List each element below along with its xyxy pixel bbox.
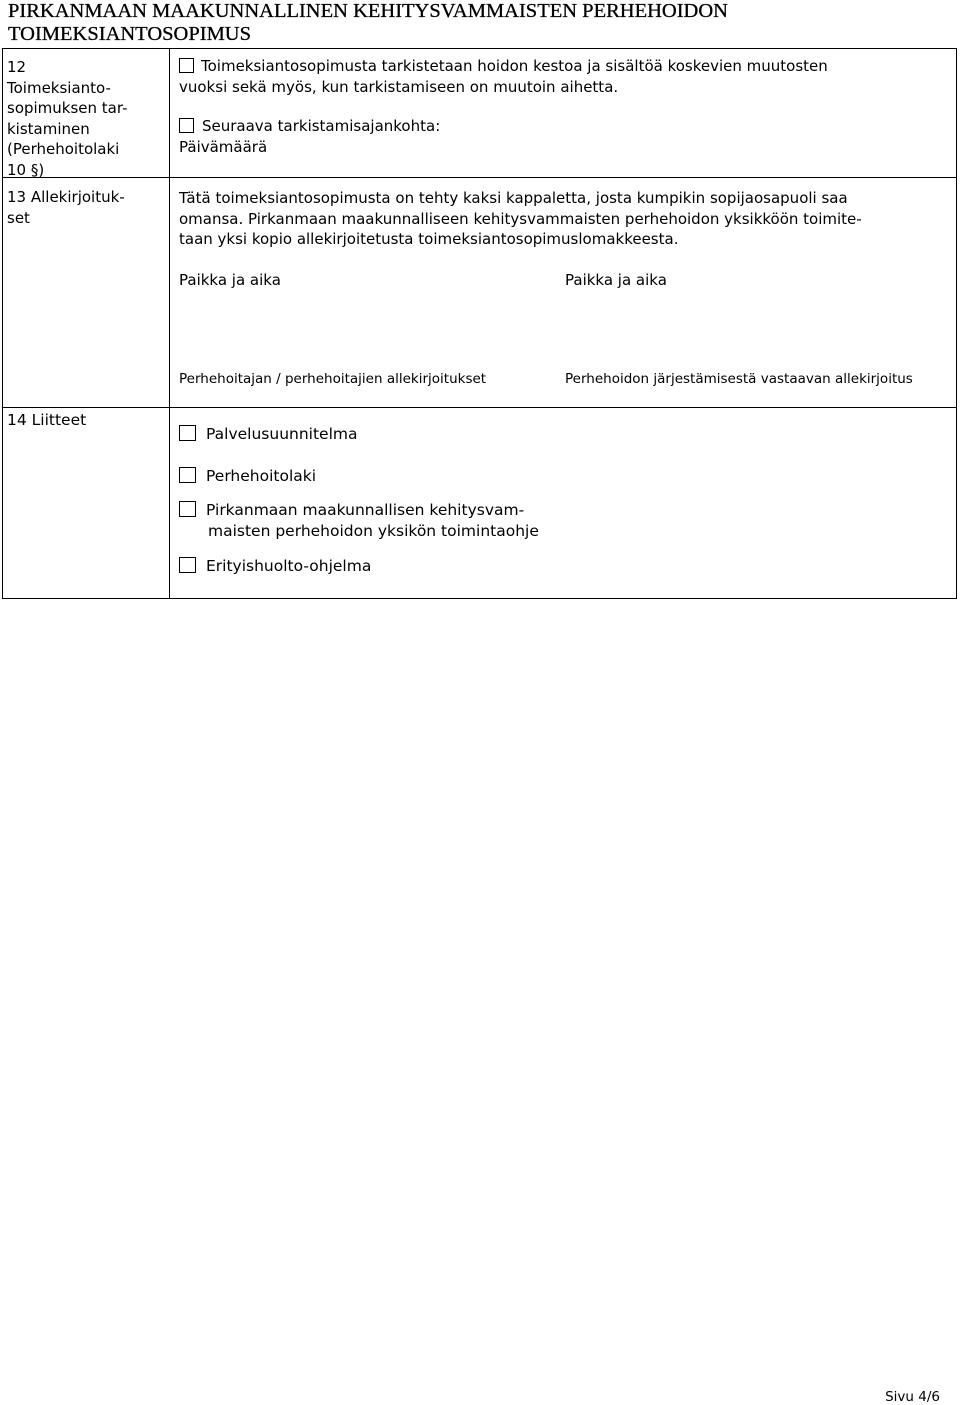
- title-line-2: TOIMEKSIANTOSOPIMUS: [8, 23, 251, 45]
- signature-right-label: Perhehoidon järjestämisestä vastaavan allekirjoitus: [565, 371, 913, 387]
- row-divider-13-14: [3, 407, 956, 408]
- attachment-item: [179, 466, 316, 487]
- section-12-label: [7, 57, 162, 180]
- attachment-checkbox[interactable]: [179, 501, 196, 517]
- section-12-label-line: (Perhehoitolaki: [7, 140, 120, 158]
- next-review-row: [179, 116, 440, 137]
- section-12-label-line: 10 §): [7, 160, 45, 179]
- section-12-content: [179, 56, 828, 97]
- section-12-label-line: sopimuksen tar-: [7, 99, 128, 117]
- attachment-label: Erityishuolto-ohjelma: [206, 557, 372, 575]
- next-review-label: Seuraava tarkistamisajankohta:: [202, 117, 441, 135]
- section-14-label-text: 14 Liitteet: [7, 411, 87, 429]
- page-number: Sivu 4/6: [885, 1389, 940, 1405]
- section-12-label-line: Toimeksianto-: [7, 78, 111, 97]
- place-time-left: Paikka ja aika: [179, 271, 281, 289]
- attachment-item: [179, 500, 539, 542]
- attachment-checkbox[interactable]: [179, 557, 196, 573]
- section-12-label-line: kistaminen: [7, 119, 90, 138]
- section-13-text-line-2: omansa. Pirkanmaan maakunnalliseen kehitysvammaisten perhehoidon yksikköön toimite-: [179, 209, 862, 228]
- signature-left-label: Perhehoitajan / perhehoitajien allekirjoitukset: [179, 371, 487, 387]
- attachment-item: [179, 556, 371, 577]
- section-14-label: [7, 410, 162, 431]
- next-review-block: [179, 116, 440, 157]
- attachment-row: [179, 556, 371, 577]
- attachment-label: Pirkanmaan maakunnallisen kehitysvam-: [206, 501, 525, 519]
- section-13-text: [179, 188, 862, 250]
- section-13-text-line-3: taan yksi kopio allekirjoitetusta toimeksiantosopimuslomakkeesta.: [179, 230, 679, 248]
- attachment-checkbox[interactable]: [179, 467, 196, 483]
- section-13-label-line: set: [7, 208, 30, 227]
- section-13-label: [7, 187, 162, 228]
- attachment-checkbox[interactable]: [179, 425, 196, 441]
- attachment-label: Perhehoitolaki: [206, 467, 317, 485]
- attachment-label-continued: maisten perhehoidon yksikön toimintaohje: [208, 522, 539, 540]
- section-12-label-line: 12: [7, 58, 27, 76]
- section-13-label-line: 13 Allekirjoituk-: [7, 188, 125, 206]
- attachment-row: [179, 500, 539, 521]
- attachment-row: [179, 466, 316, 487]
- review-text-line-1: Toimeksiantosopimusta tarkistetaan hoidon kestoa ja sisältöä koskevien muutosten: [201, 57, 828, 75]
- review-checkbox[interactable]: [179, 58, 194, 73]
- document-title: [8, 0, 948, 46]
- attachment-item: [179, 424, 358, 445]
- date-label: Päivämäärä: [179, 137, 268, 156]
- form-table: [2, 48, 957, 599]
- next-review-checkbox[interactable]: [179, 118, 194, 133]
- place-time-right: Paikka ja aika: [565, 271, 667, 289]
- attachment-row: [179, 424, 358, 445]
- review-text-line-2: vuoksi sekä myös, kun tarkistamiseen on muutoin aihetta.: [179, 77, 619, 96]
- review-checkbox-row: [179, 56, 828, 77]
- title-line-1: PIRKANMAAN MAAKUNNALLINEN KEHITYSVAMMAISTEN PERHEHOIDON: [8, 0, 728, 22]
- section-13-text-line-1: Tätä toimeksiantosopimusta on tehty kaksi kappaletta, josta kumpikin sopijaosapuoli saa: [179, 189, 848, 207]
- attachment-label: Palvelusuunnitelma: [206, 425, 358, 443]
- column-divider: [169, 49, 170, 598]
